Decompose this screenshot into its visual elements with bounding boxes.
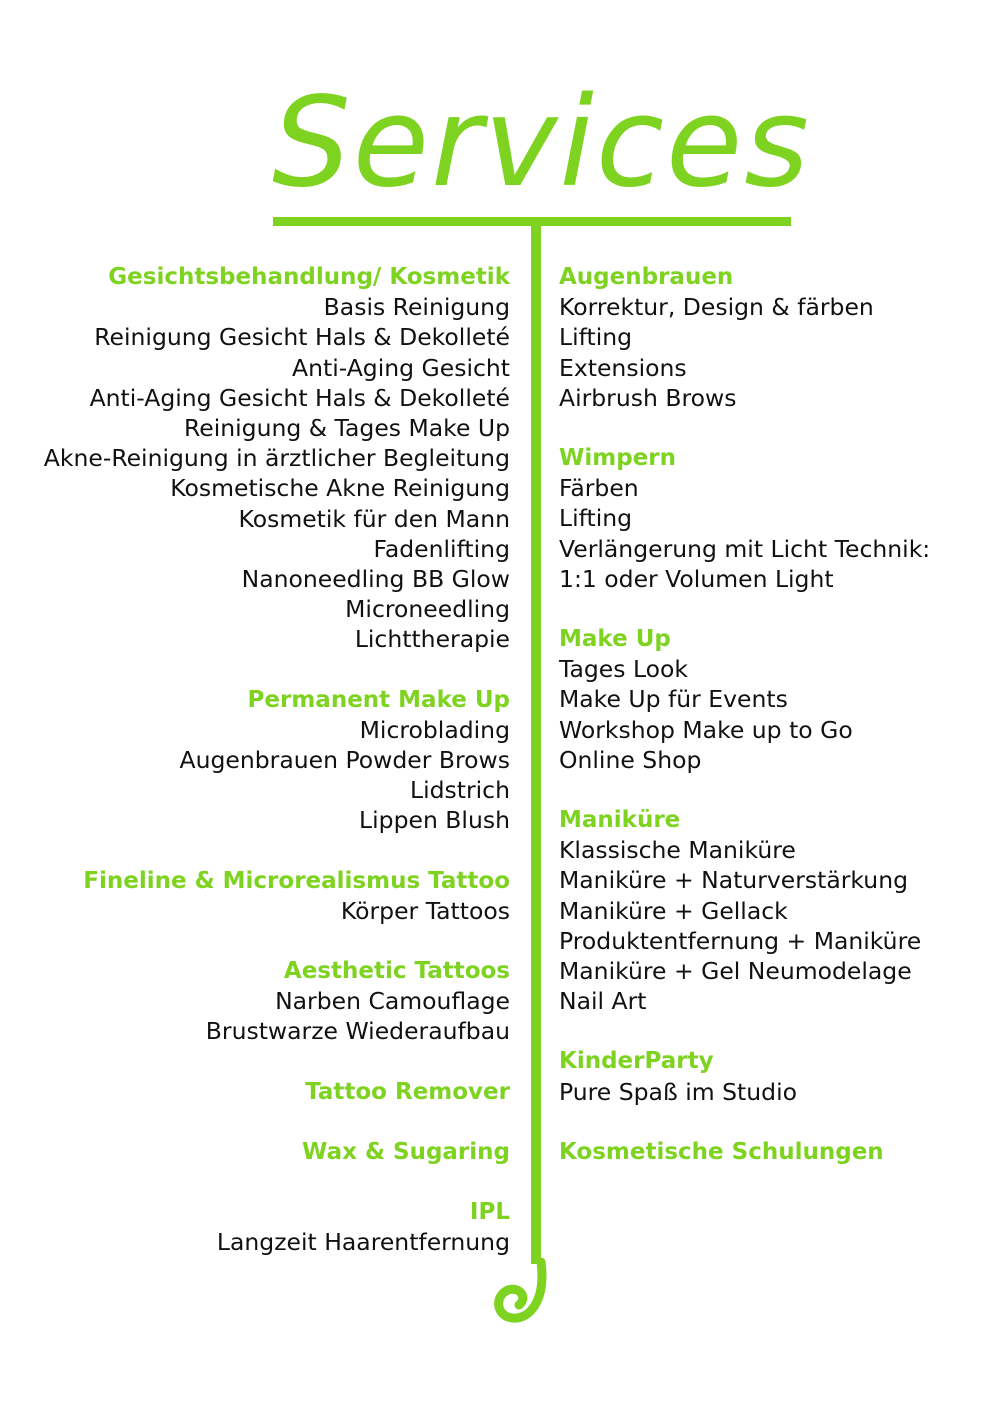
section-heading: Fineline & Microrealismus Tattoo <box>83 867 510 894</box>
service-item: Klassische Maniküre <box>559 836 796 865</box>
service-section <box>559 805 984 1016</box>
service-item: Brustwarze Wiederaufbau <box>205 1017 510 1046</box>
service-item: Microneedling <box>345 595 510 624</box>
service-item: Nail Art <box>559 987 647 1016</box>
section-gap <box>559 1016 984 1046</box>
service-item: Tages Look <box>559 655 688 684</box>
section-gap <box>0 1047 510 1077</box>
service-item: Anti-Aging Gesicht Hals & Dekolleté <box>89 383 510 412</box>
service-item: Akne-Reinigung in ärztlicher Begleitung <box>43 444 510 473</box>
service-item: 1:1 oder Volumen Light <box>559 564 834 593</box>
right-column <box>559 262 984 1167</box>
service-section <box>559 624 984 775</box>
service-item: Reinigung Gesicht Hals & Dekolleté <box>94 323 510 352</box>
service-item: Lifting <box>559 504 633 533</box>
service-item: Reinigung & Tages Make Up <box>183 414 510 443</box>
service-item: Extensions <box>559 353 687 382</box>
swirl-ornament <box>499 1262 542 1318</box>
section-heading: IPL <box>469 1199 510 1226</box>
section-heading: Make Up <box>559 626 671 653</box>
service-item: Augenbrauen Powder Brows <box>179 746 510 775</box>
service-section <box>559 443 984 594</box>
section-heading: Aesthetic Tattoos <box>283 958 510 985</box>
service-item: Airbrush Brows <box>559 383 737 412</box>
service-item: Online Shop <box>559 745 702 774</box>
service-item: Korrektur, Design & färben <box>559 293 874 322</box>
service-section <box>559 1137 984 1167</box>
service-item: Maniküre + Gellack <box>559 896 788 925</box>
service-item: Fadenlifting <box>373 534 510 563</box>
section-heading: Tattoo Remover <box>305 1078 510 1105</box>
left-column <box>0 262 510 1257</box>
section-heading: Wimpern <box>559 445 676 472</box>
service-item: Basis Reinigung <box>323 293 510 322</box>
center-divider-line <box>531 224 541 1264</box>
section-heading: Maniküre <box>559 807 681 834</box>
section-gap <box>0 836 510 866</box>
service-item: Verlängerung mit Licht Technik: <box>559 534 931 563</box>
service-item: Färben <box>559 474 639 503</box>
service-section <box>559 1046 984 1106</box>
service-item: Workshop Make up to Go <box>559 715 853 744</box>
service-item: Produktentfernung + Maniküre <box>559 926 922 955</box>
service-item: Maniküre + Gel Neumodelage <box>559 957 912 986</box>
service-item: Make Up für Events <box>559 685 788 714</box>
service-section <box>0 262 510 655</box>
service-section <box>0 956 510 1047</box>
service-section <box>0 1197 510 1257</box>
section-gap <box>559 1107 984 1137</box>
service-item: Narben Camouflage <box>275 987 510 1016</box>
section-heading: Gesichtsbehandlung/ Kosmetik <box>108 264 510 290</box>
section-heading: Permanent Make Up <box>247 686 510 713</box>
section-heading: Wax & Sugaring <box>302 1138 510 1165</box>
service-section <box>559 262 984 413</box>
section-heading: Augenbrauen <box>559 264 734 290</box>
service-item: Lifting <box>559 323 633 352</box>
service-section <box>0 866 510 926</box>
service-item: Anti-Aging Gesicht <box>292 353 510 382</box>
section-gap <box>559 775 984 805</box>
service-item: Kosmetische Akne Reinigung <box>170 474 510 503</box>
section-heading: Kosmetische Schulungen <box>559 1138 884 1165</box>
service-section <box>0 685 510 836</box>
section-gap <box>0 655 510 685</box>
service-item: Langzeit Haarentfernung <box>216 1228 510 1257</box>
service-section <box>0 1137 510 1167</box>
service-item: Maniküre + Naturverstärkung <box>559 866 909 895</box>
page-title: Services <box>272 71 811 215</box>
section-heading: KinderParty <box>559 1048 714 1075</box>
service-section <box>0 1077 510 1107</box>
service-item: Pure Spaß im Studio <box>559 1077 797 1106</box>
section-gap <box>0 926 510 956</box>
section-gap <box>559 413 984 443</box>
service-item: Kosmetik für den Mann <box>238 504 510 533</box>
service-item: Lippen Blush <box>359 806 510 835</box>
service-item: Nanoneedling BB Glow <box>241 565 510 594</box>
service-item: Lidstrich <box>409 776 510 805</box>
section-gap <box>0 1167 510 1197</box>
service-item: Microblading <box>359 715 510 744</box>
service-item: Körper Tattoos <box>340 896 510 925</box>
section-gap <box>0 1107 510 1137</box>
section-gap <box>559 594 984 624</box>
service-item: Lichttherapie <box>354 625 510 654</box>
